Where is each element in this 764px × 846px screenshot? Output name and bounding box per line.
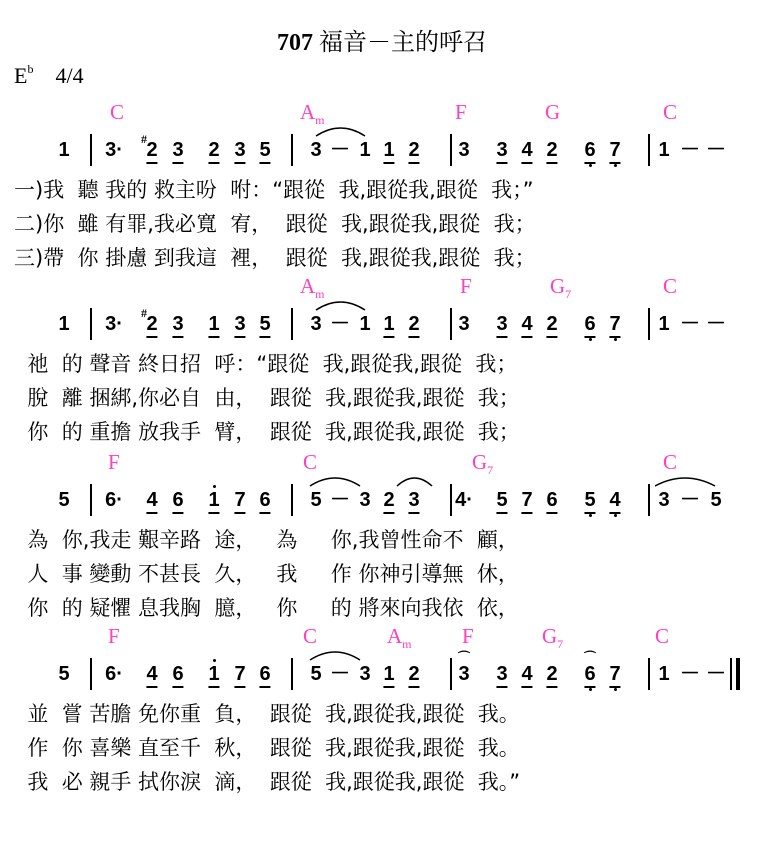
lyric-line: 你 的 疑懼 息我胸 臆， 你 的 將來向我依 依， — [14, 596, 519, 620]
jianpu-note: 3 — [496, 313, 507, 338]
chord-symbol — [655, 624, 669, 652]
jianpu-note: 5 — [58, 489, 70, 511]
lyric-line: 一)我 聽 我的 救主吩 咐：“跟從 我,跟從我,跟從 我；” — [14, 178, 534, 202]
jianpu-note: 3· — [105, 139, 123, 161]
jianpu-note: 2 — [208, 139, 219, 164]
bar-line — [648, 658, 650, 690]
hymn-name: 福音－主的呼召 — [319, 28, 487, 56]
bar-line — [90, 658, 92, 690]
fermata-mark: ⌒ — [458, 650, 471, 664]
jianpu-note: － — [680, 489, 700, 511]
jianpu-note: 4 — [609, 489, 620, 514]
tie-slur — [397, 474, 432, 488]
bar-line — [90, 134, 92, 166]
chord-root: C — [303, 624, 318, 648]
lyric-line: 三)帶 你 掛慮 到我這 裡， 跟從 我,跟從我,跟從 我； — [14, 246, 536, 270]
jianpu-note: 5 — [310, 663, 322, 685]
chord-root: C — [663, 100, 678, 124]
jianpu-note: 1 — [383, 139, 394, 164]
jianpu-note: － — [680, 139, 700, 161]
jianpu-note: 4 — [146, 489, 157, 514]
chord-root: F — [108, 450, 120, 474]
bar-line — [450, 484, 452, 516]
jianpu-note: 5 — [496, 489, 507, 514]
jianpu-note: 3 — [310, 139, 322, 161]
jianpu-note: 3 — [234, 139, 245, 164]
key-note: E — [14, 63, 28, 88]
jianpu-note: 7 — [609, 313, 620, 338]
jianpu-note: 3 — [234, 313, 245, 338]
jianpu-note: 1 — [58, 139, 70, 161]
bar-line — [450, 308, 452, 340]
jianpu-note: 2 — [546, 663, 557, 688]
chord-symbol — [550, 274, 571, 302]
chord-root: G — [542, 624, 558, 648]
bar-line — [291, 658, 293, 690]
key-signature — [14, 62, 84, 89]
tie-slur — [316, 124, 365, 138]
chord-root: G — [550, 274, 566, 298]
jianpu-note: 1 — [658, 139, 670, 161]
bar-line — [648, 484, 650, 516]
jianpu-note: 6 — [584, 313, 595, 338]
lyric-line: 並 嘗 苦膽 免你重 負， 跟從 我,跟從我,跟從 我。 — [14, 702, 520, 726]
bar-line — [450, 658, 452, 690]
jianpu-note: 4 — [521, 313, 532, 338]
jianpu-note: － — [330, 489, 350, 511]
bar-line — [90, 484, 92, 516]
jianpu-note: 1 — [658, 663, 670, 685]
octave-dot-above — [213, 485, 216, 488]
chord-root: A — [387, 624, 403, 648]
jianpu-note: 1 — [208, 663, 219, 688]
jianpu-note: 5 — [259, 313, 270, 338]
chord-symbol — [455, 100, 467, 128]
chord-root: A — [300, 274, 316, 298]
jianpu-note: 3 — [172, 313, 183, 338]
octave-dot-below — [589, 164, 592, 167]
chord-symbol — [663, 100, 677, 128]
chord-root: F — [108, 624, 120, 648]
chord-symbol — [110, 100, 124, 128]
lyric-line: 你 的 重擔 放我手 臂， 跟從 我,跟從我,跟從 我； — [14, 420, 520, 444]
bar-line — [648, 308, 650, 340]
jianpu-note: 3 — [172, 139, 183, 164]
jianpu-note: 3 — [496, 139, 507, 164]
jianpu-note: － — [330, 313, 350, 335]
lyric-line: 為 你,我走 艱辛路 途， 為 你,我曾性命不 顧， — [14, 528, 519, 552]
jianpu-note: 2 — [546, 139, 557, 164]
bar-line — [450, 134, 452, 166]
jianpu-note: 7 — [521, 489, 532, 514]
chord-root: G — [545, 100, 561, 124]
chord-symbol — [545, 100, 560, 128]
chord-root: C — [655, 624, 670, 648]
jianpu-note: 6 — [259, 663, 270, 688]
hymn-title — [0, 22, 764, 57]
jianpu-note: 7 — [234, 663, 245, 688]
final-bar-thin — [730, 658, 732, 690]
jianpu-note: － — [706, 139, 726, 161]
time-signature: 4/4 — [55, 63, 84, 88]
octave-dot-below — [589, 688, 592, 691]
octave-dot-below — [589, 338, 592, 341]
jianpu-note: 1 — [383, 663, 394, 688]
jianpu-note: 4 — [521, 663, 532, 688]
chord-symbol — [108, 624, 120, 652]
lyric-line: 作 你 喜樂 直至千 秋， 跟從 我,跟從我,跟從 我。 — [14, 736, 520, 760]
bar-line — [648, 134, 650, 166]
chord-quality: m — [315, 113, 325, 128]
jianpu-note: 1 — [359, 139, 371, 161]
jianpu-note: 6 — [546, 489, 557, 514]
chord-quality: 7 — [565, 287, 572, 302]
tie-slur — [316, 298, 365, 312]
tie-slur — [310, 648, 360, 662]
jianpu-note: － — [330, 139, 350, 161]
jianpu-note: 2 — [408, 313, 419, 338]
lyric-line: 祂 的 聲音 終日招 呼：“跟從 我,跟從我,跟從 我； — [14, 352, 518, 376]
tie-slur — [310, 474, 360, 488]
chord-root: A — [300, 100, 316, 124]
chord-root: C — [303, 450, 318, 474]
jianpu-note: 3 — [408, 489, 419, 514]
jianpu-note: 6 — [172, 489, 183, 514]
jianpu-note: 3 — [458, 663, 470, 685]
chord-symbol — [542, 624, 563, 652]
chord-root: F — [455, 100, 467, 124]
jianpu-note: 1 — [359, 313, 371, 335]
lyric-line: 二)你 雖 有罪,我必寬 宥， 跟從 我,跟從我,跟從 我； — [14, 212, 536, 236]
octave-dot-below — [614, 514, 617, 517]
bar-line — [90, 308, 92, 340]
jianpu-note: 3 — [458, 313, 470, 335]
jianpu-note: － — [680, 313, 700, 335]
hymn-number: 707 — [277, 30, 313, 56]
jianpu-note: 2 — [546, 313, 557, 338]
jianpu-note: 4 — [521, 139, 532, 164]
chord-quality: m — [402, 637, 412, 652]
jianpu-note: 4· — [455, 489, 473, 511]
jianpu-note: － — [680, 663, 700, 685]
jianpu-note: 5 — [710, 489, 722, 511]
jianpu-note: 3 — [496, 663, 507, 688]
jianpu-note: 6 — [259, 489, 270, 514]
chord-quality: 7 — [487, 463, 494, 478]
jianpu-note: 5 — [259, 139, 270, 164]
jianpu-note: 2 — [146, 139, 157, 164]
sharp-accidental: # — [141, 306, 147, 320]
jianpu-note: － — [706, 663, 726, 685]
bar-line — [291, 134, 293, 166]
chord-quality: 7 — [557, 637, 564, 652]
chord-quality: m — [315, 287, 325, 302]
jianpu-note: 6· — [105, 489, 123, 511]
lyric-line: 脫 離 捆綁,你必自 由， 跟從 我,跟從我,跟從 我； — [14, 386, 520, 410]
chord-root: F — [462, 624, 474, 648]
bar-line — [291, 308, 293, 340]
bar-line — [291, 484, 293, 516]
jianpu-note: 6 — [584, 139, 595, 164]
chord-root: F — [460, 274, 472, 298]
lyric-line: 我 必 親手 拭你淚 滴， 跟從 我,跟從我,跟從 我。” — [14, 770, 521, 794]
jianpu-note: 2 — [146, 313, 157, 338]
jianpu-note: 1 — [383, 313, 394, 338]
jianpu-note: 1 — [208, 489, 219, 514]
final-bar-thick — [736, 658, 740, 690]
chord-symbol — [663, 274, 677, 302]
jianpu-note: 1 — [658, 313, 670, 335]
jianpu-note: 2 — [408, 139, 419, 164]
chord-root: C — [663, 450, 678, 474]
fermata-mark: ⌒ — [584, 650, 597, 664]
chord-root: G — [472, 450, 488, 474]
jianpu-note: 1 — [208, 313, 219, 338]
jianpu-note: 5 — [584, 489, 595, 514]
chord-symbol — [108, 450, 120, 478]
chord-root: C — [663, 274, 678, 298]
chord-symbol — [387, 624, 412, 652]
jianpu-note: 6 — [584, 663, 595, 688]
octave-dot-below — [614, 338, 617, 341]
chord-symbol — [460, 274, 472, 302]
chord-root: C — [110, 100, 125, 124]
jianpu-note: 4 — [146, 663, 157, 688]
jianpu-note: 1 — [58, 313, 70, 335]
chord-symbol — [472, 450, 493, 478]
jianpu-note: 2 — [408, 663, 419, 688]
octave-dot-below — [614, 164, 617, 167]
jianpu-note: 2 — [383, 489, 394, 514]
tie-slur — [655, 474, 715, 488]
jianpu-note: － — [706, 313, 726, 335]
jianpu-note: 6· — [105, 663, 123, 685]
octave-dot-above — [213, 659, 216, 662]
jianpu-note: 7 — [609, 139, 620, 164]
jianpu-note: 6 — [172, 663, 183, 688]
jianpu-note: 7 — [609, 663, 620, 688]
jianpu-note: 3 — [458, 139, 470, 161]
jianpu-note: 5 — [58, 663, 70, 685]
jianpu-note: 3· — [105, 313, 123, 335]
jianpu-note: 7 — [234, 489, 245, 514]
jianpu-note: 3 — [359, 489, 371, 511]
key-flat: b — [27, 62, 34, 76]
lyric-line: 人 事 變動 不甚長 久， 我 作 你神引導無 休， — [14, 562, 519, 586]
jianpu-note: 3 — [658, 489, 670, 511]
jianpu-note: 3 — [359, 663, 371, 685]
sharp-accidental: # — [141, 132, 147, 146]
jianpu-note: 5 — [310, 489, 322, 511]
octave-dot-below — [589, 514, 592, 517]
jianpu-note: 3 — [310, 313, 322, 335]
octave-dot-below — [614, 688, 617, 691]
jianpu-note: － — [330, 663, 350, 685]
